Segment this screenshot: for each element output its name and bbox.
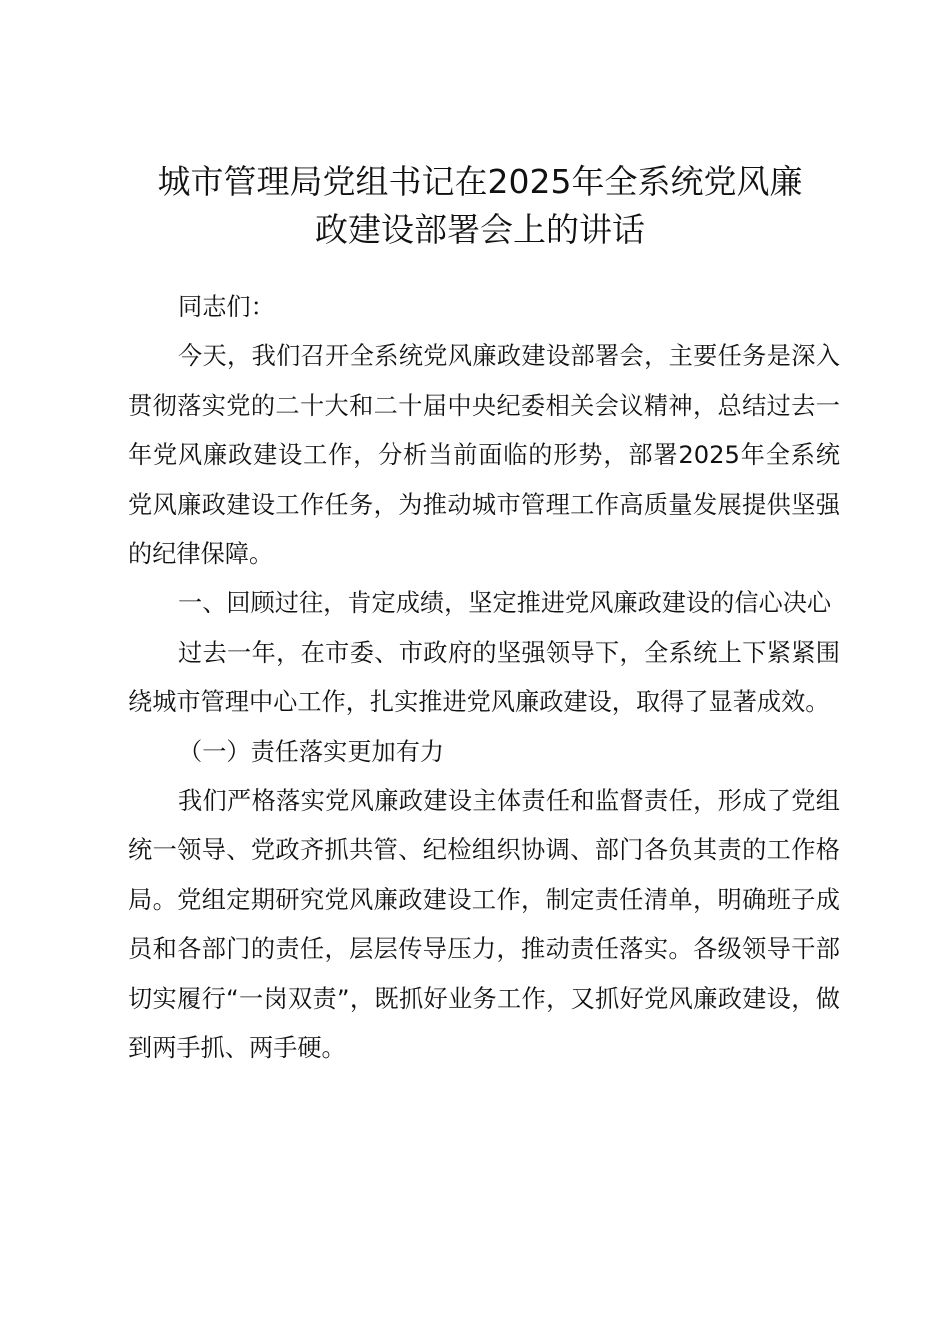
document-body <box>128 283 840 1074</box>
paragraph-responsibility: 我们严格落实党风廉政建设主体责任和监督责任，形成了党组统一领导、党政齐抓共管、纪检组织协调、部门各负其责的工作格局。党组定期研究党风廉政建设工作，制定责任清单，明确班子成员和各部门的责任，层层传导压力，推动责任落实。各级领导干部切实履行“一岗双责”，既抓好业务工作，又抓好党风廉政建设，做到两手抓、两手硬。 <box>128 787 840 1063</box>
subsection-heading-1: （一）责任落实更加有力 <box>178 737 445 766</box>
paragraph-intro: 今天，我们召开全系统党风廉政建设部署会，主要任务是深入贯彻落实党的二十大和二十届中央纪委相关会议精神，总结过去一年党风廉政建设工作，分析当前面临的形势，部署2025年全系统党风廉政建设工作任务，为推动城市管理工作高质量发展提供坚强的纪律保障。 <box>128 342 840 569</box>
title-line-2: 政建设部署会上的讲话 <box>315 210 645 249</box>
document-title <box>120 158 840 254</box>
salutation: 同志们： <box>178 293 275 321</box>
section-heading-1: 一、回顾过往，肯定成绩，坚定推进党风廉政建设的信心决心 <box>178 589 832 618</box>
paragraph-review: 过去一年，在市委、市政府的坚强领导下，全系统上下紧紧围绕城市管理中心工作，扎实推进党风廉政建设，取得了显著成效。 <box>128 638 840 717</box>
title-line-1: 城市管理局党组书记在2025年全系统党风廉 <box>157 162 803 201</box>
